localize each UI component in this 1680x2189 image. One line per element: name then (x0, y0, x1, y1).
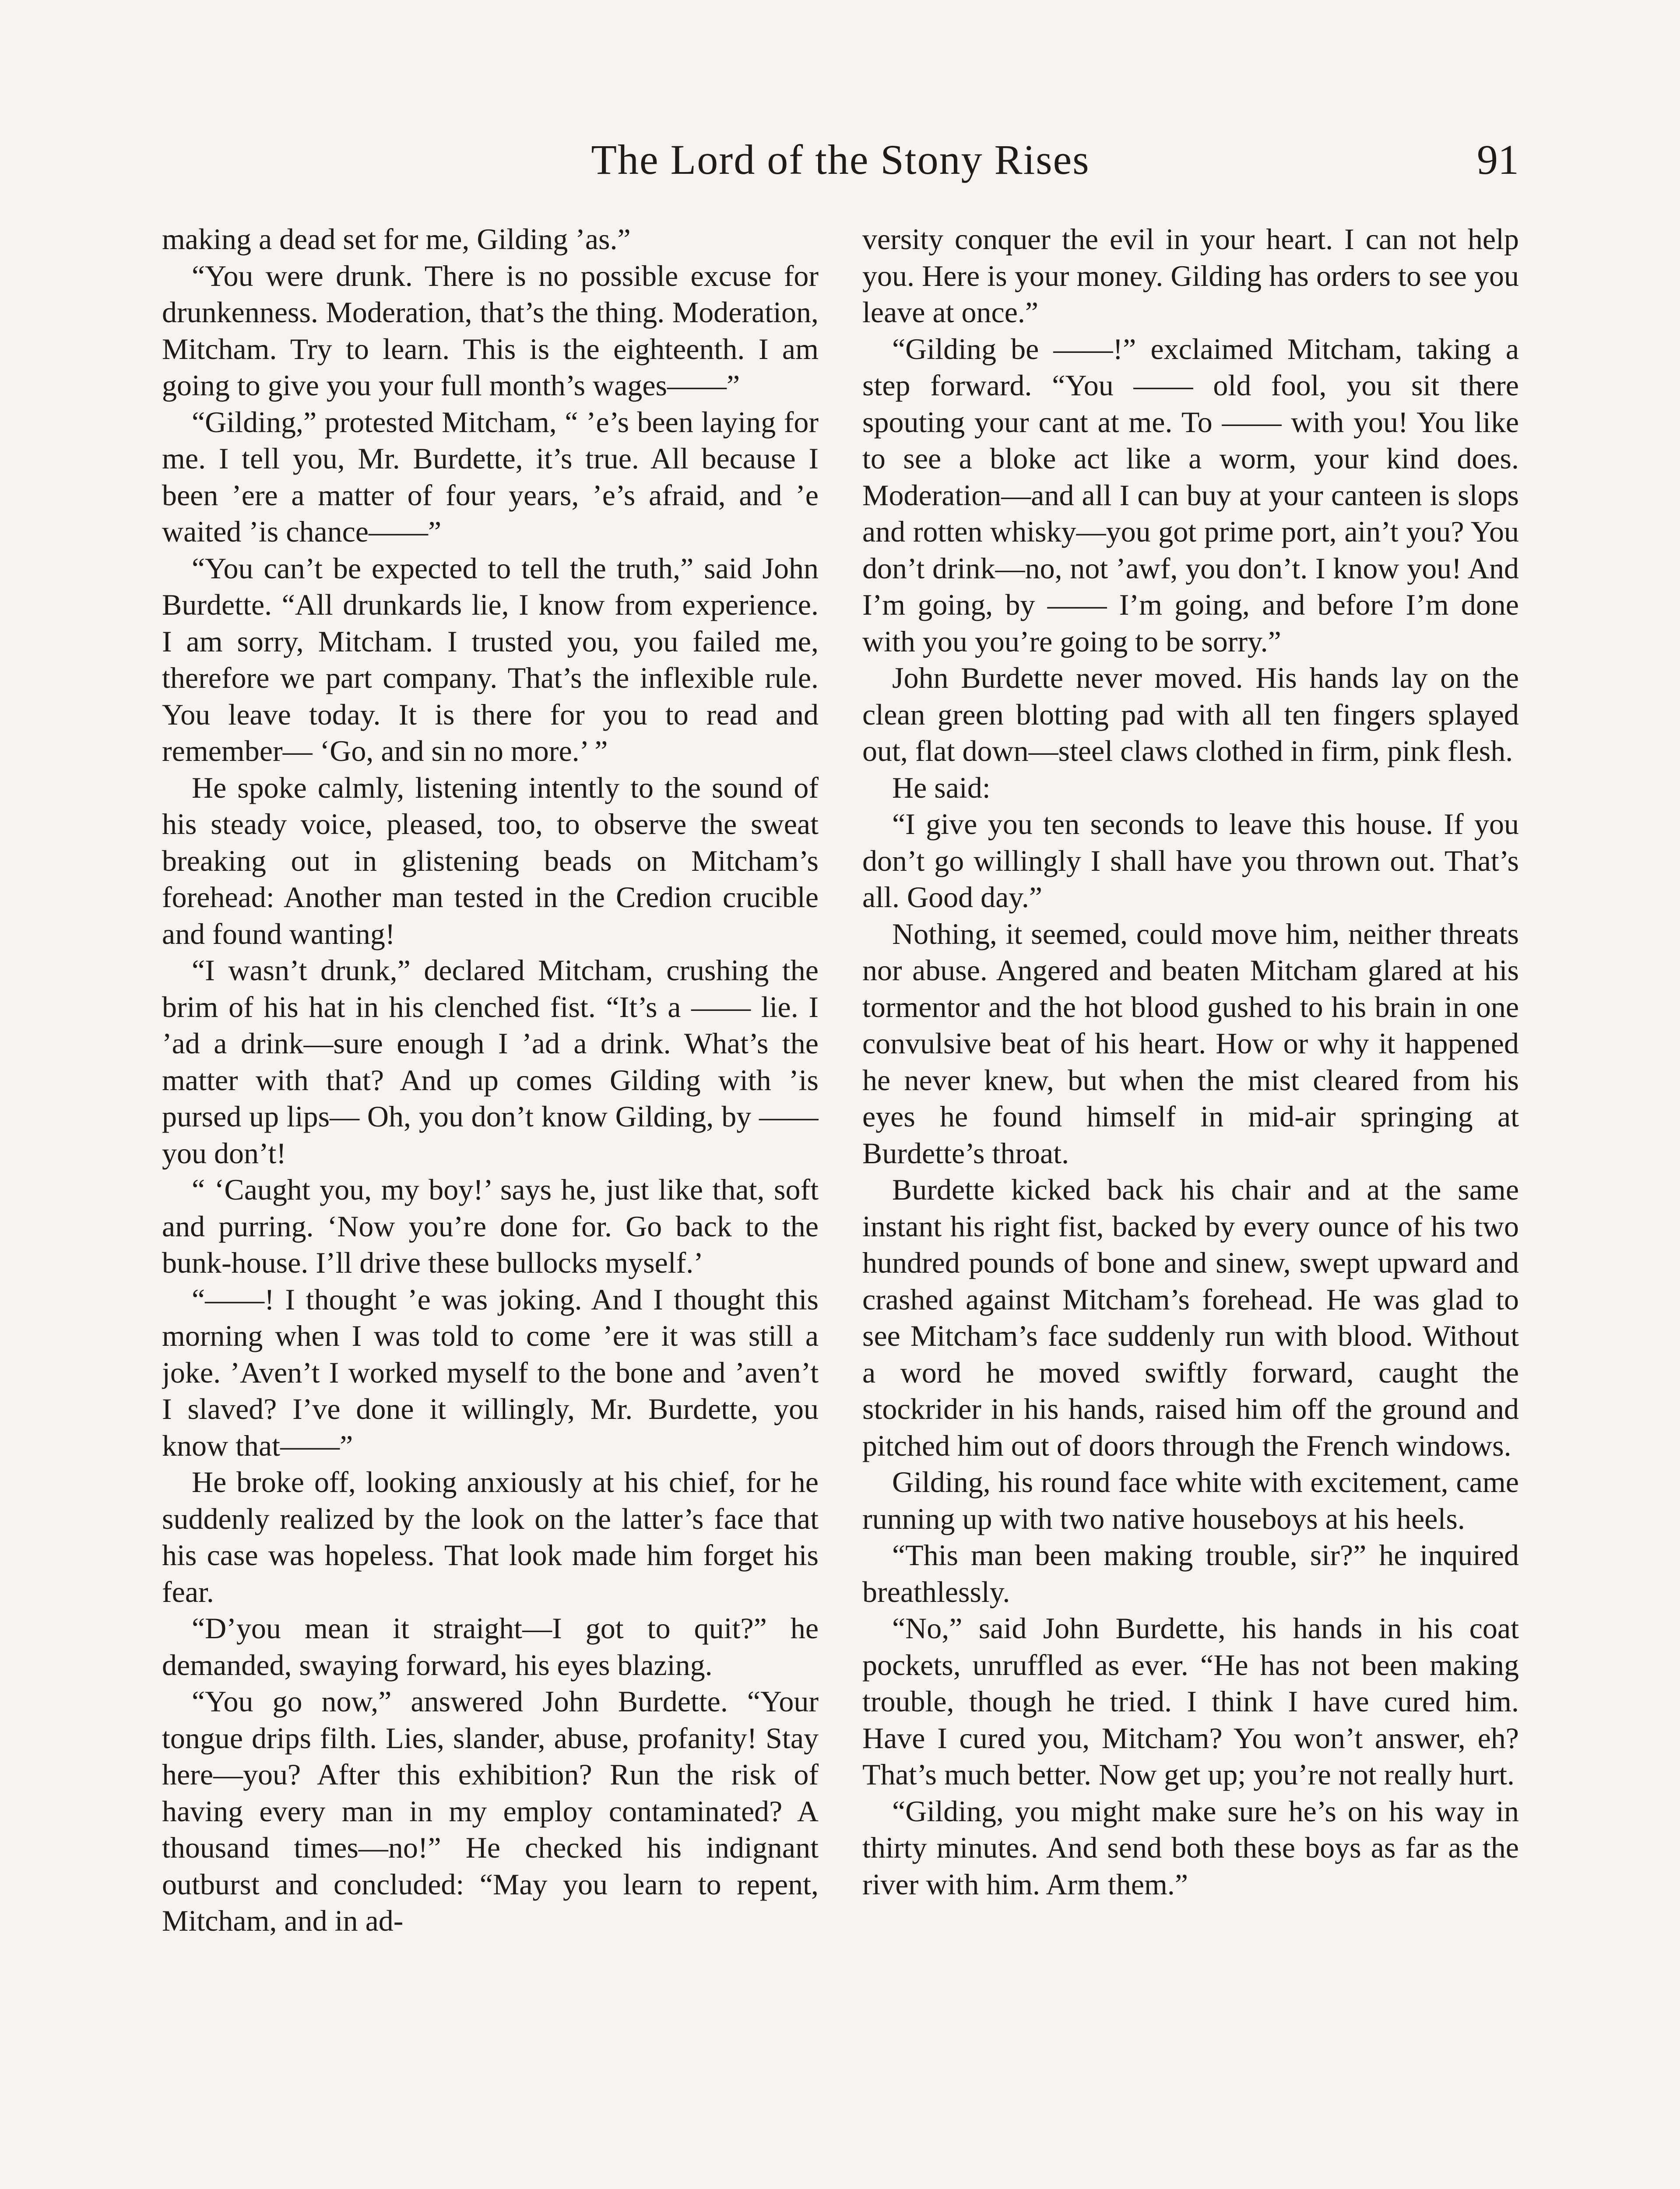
paragraph: “No,” said John Burdette, his hands in his coat pockets, unruffled as ever. “He has not been making trouble, though he tried. I think I have cured him. Have I cured you, Mitcham? You won’t answer, eh? That’s much better. Now get up; you’re not really hurt. (862, 1612, 1519, 1791)
page-header (162, 127, 1519, 193)
paragraph: “Gilding, you might make sure he’s on his way in thirty minutes. And send both these boys as far as the river with him. Arm them.” (862, 1794, 1519, 1901)
paragraph: “Gilding,” protested Mitcham, “ ’e’s been laying for me. I tell you, Mr. Burdette, it’s true. All because I been ’ere a matter of four years, ’e’s afraid, and ’e waited ’is chance——” (162, 405, 819, 548)
paragraph: He said: (892, 771, 991, 804)
paragraph: “D’you mean it straight—I got to quit?” he demanded, swaying forward, his eyes blazing. (162, 1612, 819, 1682)
right-text-column (862, 221, 1519, 2189)
paragraph: versity conquer the evil in your heart. I can not help you. Here is your money. Gilding has orders to see you leave at once.” (862, 222, 1519, 329)
paragraph: “This man been making trouble, sir?” he inquired breathlessly. (862, 1538, 1519, 1608)
paragraph: Nothing, it seemed, could move him, neither threats nor abuse. Angered and beaten Mitcham glared at his tormentor and the hot blood gushed to his brain in one convulsive beat of his heart. How or why it happened he never knew, but when the mist cleared from his eyes he found himself in mid-air springing at Burdette’s throat. (862, 917, 1519, 1170)
paragraph: “Gilding be ——!” exclaimed Mitcham, taking a step forward. “You —— old fool, you sit there spouting your cant at me. To —— with you! You like to see a bloke act like a worm, your kind does. Moderation—and all I can buy at your canteen is slops and rotten whisky—you got prime port, ain’t you? You don’t drink—no, not ’awf, you don’t. I know you! And I’m going, by —— I’m going, and before I’m done with you you’re going to be sorry.” (862, 332, 1519, 658)
paragraph: He spoke calmly, listening intently to the sound of his steady voice, pleased, too, to observe the sweat breaking out in glistening beads on Mitcham’s forehead: Another man tested in the Credion crucible and found wanting! (162, 771, 819, 950)
paragraph: “——! I thought ’e was joking. And I thought this morning when I was told to come ’ere it was still a joke. ’Aven’t I worked myself to the bone and ’aven’t I slaved? I’ve done it willingly, Mr. Burdette, you know that——” (162, 1282, 819, 1462)
left-text-column (162, 221, 819, 2189)
paragraph: “ ‘Caught you, my boy!’ says he, just like that, soft and purring. ‘Now you’re done for. Go back to the bunk-house. I’ll drive these bullocks myself.’ (162, 1173, 819, 1279)
paragraph: “I wasn’t drunk,” declared Mitcham, crushing the brim of his hat in his clenched fist. “It’s a —— lie. I ’ad a drink—sure enough I ’ad a drink. What’s the matter with that? And up comes Gilding with ’is pursed up lips— Oh, you don’t know Gilding, by —— you don’t! (162, 954, 819, 1170)
paragraph: “You can’t be expected to tell the truth,” said John Burdette. “All drunkards lie, I know from experience. I am sorry, Mitcham. I trusted you, you failed me, therefore we part company. That’s the inflexible rule. You leave today. It is there for you to read and remember— ‘Go, and sin no more.’ ” (162, 551, 819, 767)
paragraph: “I give you ten seconds to leave this house. If you don’t go willingly I shall have you thrown out. That’s all. Good day.” (862, 807, 1519, 914)
paragraph: “You were drunk. There is no possible excuse for drunkenness. Moderation, that’s the thing. Moderation, Mitcham. Try to learn. This is the eighteenth. I am going to give you your full month’s wages——” (162, 259, 819, 402)
paragraph: He broke off, looking anxiously at his chief, for he suddenly realized by the look on the latter’s face that his case was hopeless. That look made him forget his fear. (162, 1465, 819, 1608)
paragraph: John Burdette never moved. His hands lay on the clean green blotting pad with all ten fingers splayed out, flat down—steel claws clothed in firm, pink flesh. (862, 661, 1519, 767)
page-number: 91 (1477, 136, 1519, 183)
paragraph: making a dead set for me, Gilding ’as.” (162, 222, 631, 256)
running-title: The Lord of the Stony Rises (591, 136, 1090, 183)
paragraph: Gilding, his round face white with excitement, came running up with two native houseboys at his heels. (862, 1465, 1519, 1535)
paragraph: “You go now,” answered John Burdette. “Your tongue drips filth. Lies, slander, abuse, profanity! Stay here—you? After this exhibition? Run the risk of having every man in my employ contaminated? A thousand times—no!” He checked his indignant outburst and concluded: “May you learn to repent, Mitcham, and in ad- (162, 1685, 819, 1937)
paragraph: Burdette kicked back his chair and at the same instant his right fist, backed by every ounce of his two hundred pounds of bone and sinew, swept upward and crashed against Mitcham’s forehead. He was glad to see Mitcham’s face suddenly run with blood. Without a word he moved swiftly forward, caught the stockrider in his hands, raised him off the ground and pitched him out of doors through the French windows. (862, 1173, 1519, 1462)
